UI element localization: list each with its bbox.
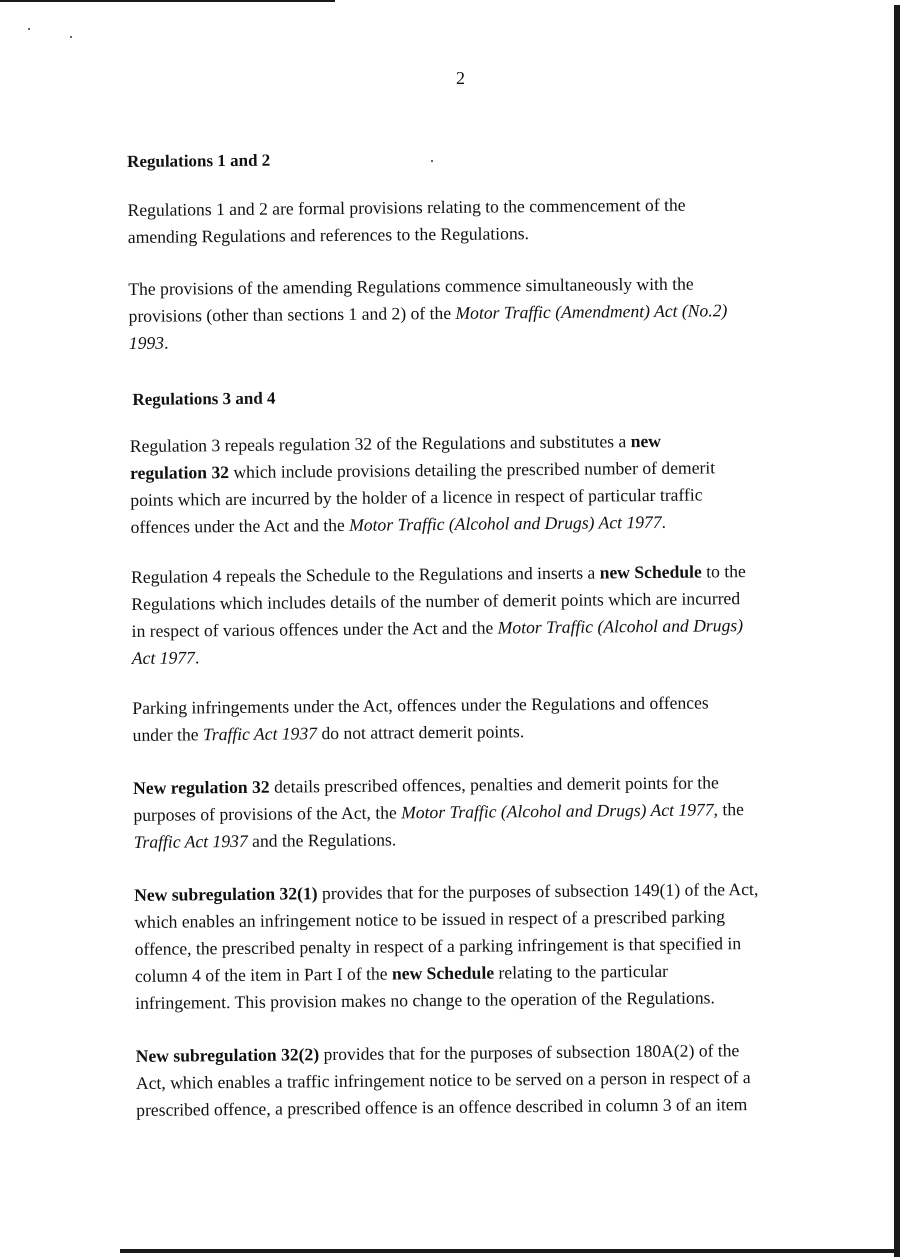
italic-text: Act 1977 [131, 647, 196, 668]
text-run: which include provisions detailing the prescribed number of demerit [228, 457, 716, 483]
text-run: Regulations 1 and 2 are formal provisions relating to the commencement of the [127, 194, 686, 220]
text-run: column 4 of the item in Part I of the [134, 963, 393, 986]
text-run: do not attract demerit points. [316, 721, 525, 744]
text-run: Parking infringements under the Act, offences under the Regulations and offences [132, 692, 709, 718]
text-run: Regulation 4 repeals the Schedule to the Regulations and inserts a [131, 562, 600, 587]
paragraph [133, 768, 844, 856]
text-run: infringement. This provision makes no change to the operation of the Regulations. [135, 987, 715, 1013]
paragraph [136, 1036, 847, 1124]
paragraph [132, 688, 842, 749]
italic-text: Motor Traffic (Alcohol and Drugs) Act 1977 [401, 799, 714, 823]
text-run: , the [713, 799, 744, 820]
section-heading: Regulations 1 and 2 [127, 150, 271, 171]
text-line [136, 1090, 846, 1124]
paragraph [128, 269, 839, 357]
bold-text: new [630, 430, 662, 452]
text-line [132, 715, 842, 749]
text-run: offence, the prescribed penalty in respect of a parking infringement is that specified in [134, 933, 742, 959]
bold-text: regulation 32 [130, 462, 230, 483]
text-run: points which are incurred by the holder of a licence in respect of particular traffic [130, 484, 703, 510]
bold-text: new Schedule [599, 561, 702, 583]
scan-border-top [0, 0, 335, 2]
scan-speck [431, 160, 433, 162]
page-number: 2 [456, 68, 465, 88]
text-line [135, 983, 845, 1017]
italic-text: Motor Traffic (Alcohol and Drugs) Act 1977 [349, 511, 662, 535]
text-run: prescribed offence, a prescribed offence is an offence described in column 3 of an item [136, 1094, 748, 1120]
italic-text: Motor Traffic (Alcohol and Drugs) [497, 615, 744, 638]
section-heading: Regulations 3 and 4 [132, 388, 276, 409]
text-run: details prescribed offences, penalties and demerit points for the [269, 772, 719, 797]
text-run: provisions (other than sections 1 and 2) of the [128, 302, 456, 326]
text-run: amending Regulations and references to the Regulations. [127, 223, 530, 247]
italic-text: Motor Traffic (Amendment) Act (No.2) [455, 300, 728, 323]
text-run: which enables an infringement notice to be issued in respect of a prescribed parking [134, 906, 726, 932]
paragraph [131, 557, 842, 672]
text-run: and the Regulations. [247, 829, 397, 851]
text-run: Regulation 3 repeals regulation 32 of the Regulations and substitutes a [129, 431, 631, 456]
text-run: to the [701, 561, 746, 582]
text-run: . [661, 511, 667, 532]
scan-speck [28, 28, 30, 30]
text-run: . [163, 332, 169, 353]
bold-text: New regulation 32 [133, 776, 270, 798]
italic-text: Traffic Act 1937 [133, 830, 248, 852]
text-run: in respect of various offences under the Act and the [131, 617, 498, 641]
text-run: under the [132, 724, 204, 745]
text-run: Regulations which includes details of the number of demerit points which are incurred [131, 588, 741, 614]
paragraph [130, 426, 841, 541]
paragraph [127, 190, 837, 251]
text-run: provides that for the purposes of subsection 149(1) of the Act, [317, 878, 759, 904]
text-line [134, 822, 844, 856]
paragraph [134, 875, 845, 1017]
text-line [130, 507, 840, 541]
text-run: purposes of provisions of the Act, the [133, 802, 402, 825]
text-line [128, 217, 838, 251]
text-run: offences under the Act and the [130, 514, 350, 537]
italic-text: 1993 [128, 332, 165, 353]
bold-text: New subregulation 32(2) [135, 1044, 320, 1066]
text-run: . [194, 647, 200, 668]
scan-border-bottom [120, 1249, 900, 1253]
bold-text: New subregulation 32(1) [134, 883, 318, 905]
text-run: provides that for the purposes of subsection 180A(2) of the [319, 1040, 740, 1065]
bold-text: new Schedule [391, 962, 495, 984]
text-run: Act, which enables a traffic infringement notice to be served on a person in respect of a [135, 1067, 751, 1093]
scan-speck [70, 36, 72, 38]
text-run: The provisions of the amending Regulations commence simultaneously with the [128, 273, 694, 299]
italic-text: Traffic Act 1937 [202, 723, 318, 745]
text-run: relating to the particular [493, 960, 669, 983]
scan-border-right [894, 5, 900, 1257]
